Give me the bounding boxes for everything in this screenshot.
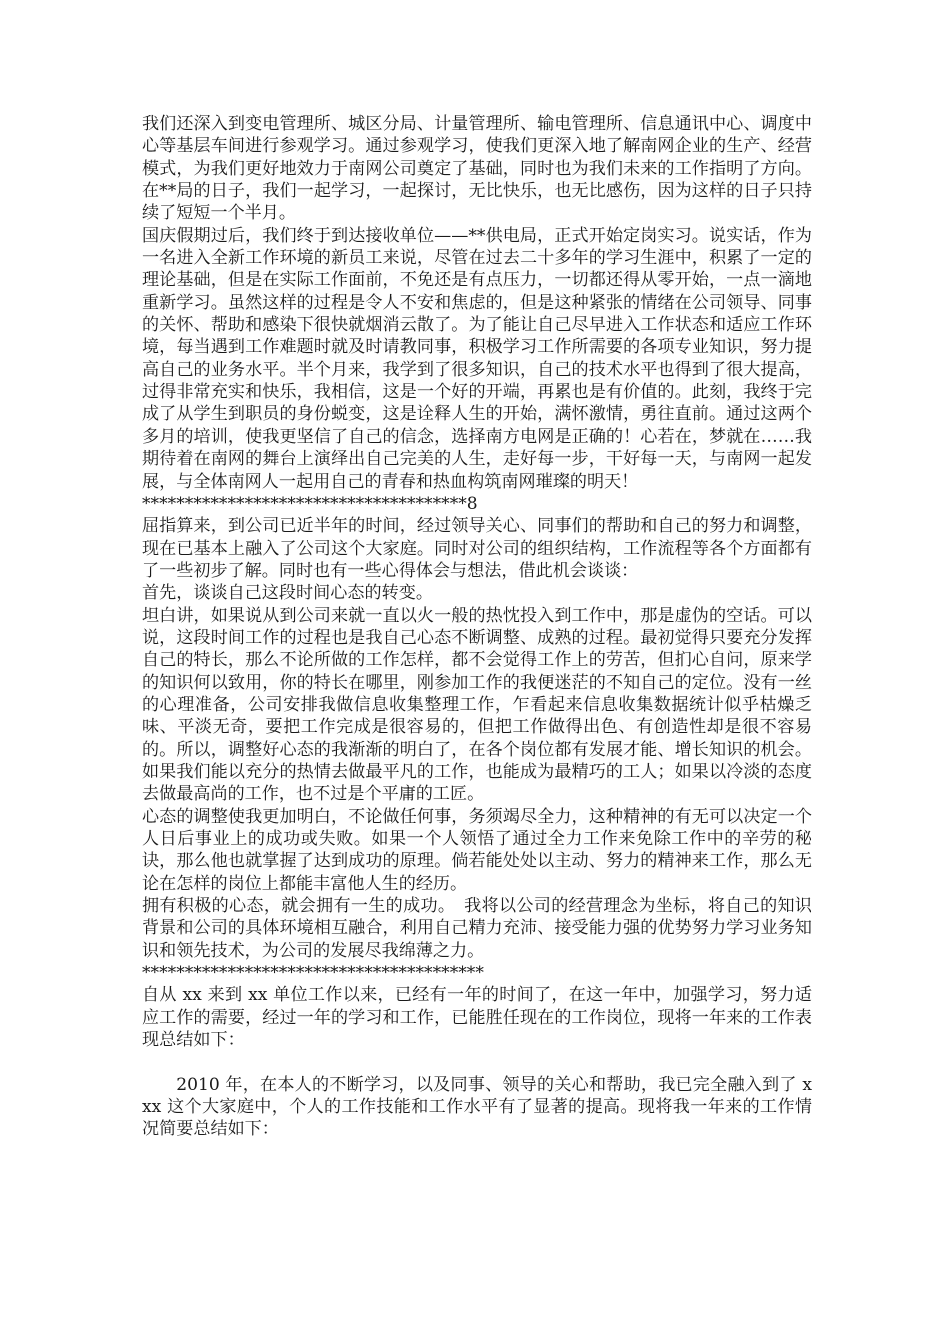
document-text-body xyxy=(142,113,812,1141)
paragraph-6: 心态的调整使我更加明白，不论做任何事，务须竭尽全力，这种精神的有无可以决定一个人日后事业上的成功或失败。如果一个人领悟了通过全力工作来免除工作中的辛劳的秘诀，那么他也就掌握了达到成功的原理。倘若能处处以主动、努力的精神来工作，那么无论在怎样的岗位上都能丰富他人生的经历。 xyxy=(142,806,812,894)
paragraph-7: 拥有积极的心态，就会拥有一生的成功。 我将以公司的经营理念为坐标，将自己的知识背景和公司的具体环境相互融合，利用自己精力充沛、接受能力强的优势努力学习业务知识和领先技术，为公司的发展尽我绵薄之力。 xyxy=(142,896,812,961)
blank-line-spacer xyxy=(142,1051,812,1073)
paragraph-8: 自从 xx 来到 xx 单位工作以来，已经有一年的时间了，在这一年中，加强学习，努力适应工作的需要，经过一年的学习和工作，已能胜任现在的工作岗位，现将一年来的工作表现总结如下： xyxy=(142,985,812,1051)
paragraph-2: 国庆假期过后，我们终于到达接收单位——**供电局，正式开始定岗实习。说实话，作为一名进入全新工作环境的新员工来说，尽管在过去二十多年的学习生涯中，积累了一定的理论基础，但是在实际工作面前，不免还是有点压力，一切都还得从零开始，一点一滴地重新学习。虽然这样的过程是令人不安和焦虑的，但是这种紧张的情绪在公司领导、同事的关怀、帮助和感染下很快就烟消云散了。为了能让自己尽早进入工作状态和适应工作环境，每当遇到工作难题时就及时请教同事，积极学习工作所需要的各项专业知识，努力提高自己的业务水平。半个月来，我学到了很多知识，自己的技术水平也得到了很大提高，过得非常充实和快乐，我相信，这是一个好的开端，再累也是有价值的。此刻，我终于完成了从学生到职员的身份蜕变，这是诠释人生的开始，满怀激情，勇往直前。通过这两个多月的培训，使我更坚信了自己的信念，选择南方电网是正确的！心若在，梦就在……我期待着在南网的舞台上演绎出自己完美的人生，走好每一步，干好每一天，与南网一起发展，与全体南网人一起用自己的青春和热血构筑南网璀璨的明天！ xyxy=(142,225,812,492)
asterisk-separator-2: **************************************** xyxy=(142,963,484,984)
paragraph-4: 首先，谈谈自己这段时间心态的转变。 xyxy=(142,583,433,604)
paragraph-3: 屈指算来，到公司已近半年的时间，经过领导关心、同事们的帮助和自己的努力和调整，现在已基本上融入了公司这个大家庭。同时对公司的组织结构，工作流程等各个方面都有了一些初步了解。同时也有一些心得体会与想法，借此机会谈谈： xyxy=(142,516,812,581)
paragraph-5: 坦白讲，如果说从到公司来就一直以火一般的热忱投入到工作中，那是虚伪的空话。可以说，这段时间工作的过程也是我自己心态不断调整、成熟的过程。最初觉得只要充分发挥自己的特长，那么不论所做的工作怎样，都不会觉得工作上的劳苦，但扪心自问，原来学的知识何以致用，你的特长在哪里，刚参加工作的我便迷茫的不知自己的定位。没有一丝的心理准备，公司安排我做信息收集整理工作，乍看起来信息收集数据统计似乎枯燥乏味、平淡无奇，要把工作完成是很容易的，但把工作做得出色、有创造性却是很不容易的。所以，调整好心态的我渐渐的明白了，在各个岗位都有发展才能、增长知识的机会。如果我们能以充分的热情去做最平凡的工作，也能成为最精巧的工人；如果以冷淡的态度去做最高尚的工作，也不过是个平庸的工匠。 xyxy=(142,605,812,805)
paragraph-9: 2010 年，在本人的不断学习，以及同事、领导的关心和帮助，我已完全融入到了 xxx 这个大家庭中，个人的工作技能和工作水平有了显著的提高。现将我一年来的工作情况简要总结如下： xyxy=(142,1074,812,1140)
asterisk-separator-1: **************************************8 xyxy=(142,493,478,514)
paragraph-1: 我们还深入到变电管理所、城区分局、计量管理所、输电管理所、信息通讯中心、调度中心等基层车间进行参观学习。通过参观学习，使我们更深入地了解南网企业的生产、经营模式，为我们更好地效力于南网公司奠定了基础，同时也为我们未来的工作指明了方向。在**局的日子，我们一起学习，一起探讨，无比快乐，也无比感伤，因为这样的日子只持续了短短一个半月。 xyxy=(142,114,812,224)
